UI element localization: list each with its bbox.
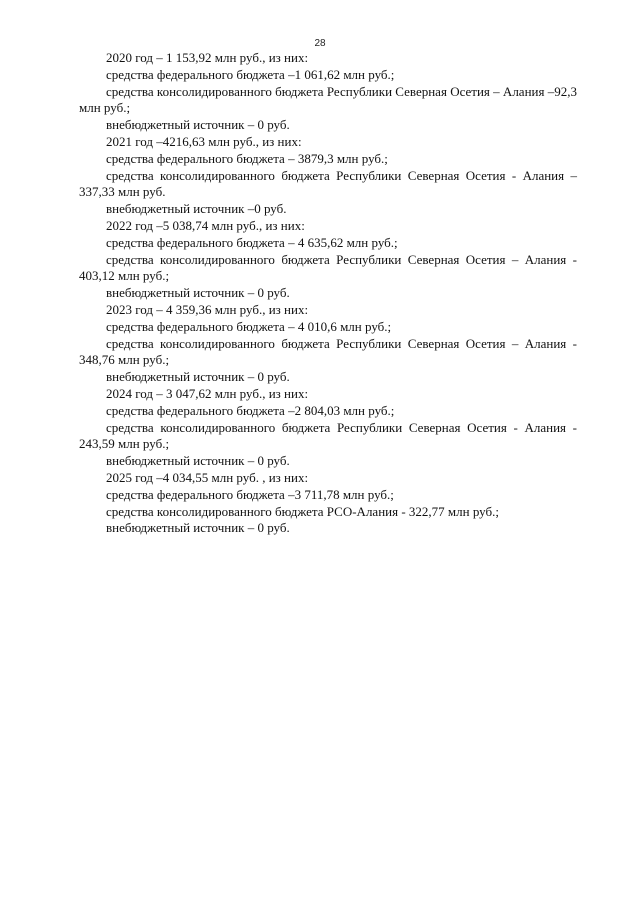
paragraph-2020-total: 2020 год – 1 153,92 млн руб., из них: bbox=[106, 50, 309, 65]
paragraph-2025-federal: средства федерального бюджета –3 711,78 млн руб.; bbox=[106, 486, 394, 502]
paragraph-2023-offbudget: внебюджетный источник – 0 руб. bbox=[106, 369, 290, 385]
paragraph-2024-consolidated: средства консолидированного бюджета Республики Северная Осетия - Алания - 243,59 млн руб.; bbox=[79, 419, 577, 452]
paragraph-2021-offbudget: внебюджетный источник –0 руб. bbox=[106, 201, 287, 217]
paragraph-2025-consolidated: средства консолидированного бюджета РСО-Алания - 322,77 млн руб.; bbox=[106, 503, 499, 519]
paragraph-2022-federal: средства федерального бюджета – 4 635,62 млн руб.; bbox=[106, 234, 398, 250]
paragraph-2023-consolidated: средства консолидированного бюджета Республики Северная Осетия – Алания - 348,76 млн руб.; bbox=[79, 335, 577, 368]
paragraph-2024-offbudget: внебюджетный источник – 0 руб. bbox=[106, 453, 290, 469]
paragraph-2024-total: 2024 год – 3 047,62 млн руб., из них: bbox=[106, 385, 309, 401]
paragraph-2025-total: 2025 год –4 034,55 млн руб. , из них: bbox=[106, 469, 309, 485]
paragraph-2023-total: 2023 год – 4 359,36 млн руб., из них: bbox=[106, 301, 309, 317]
paragraph-2021-consolidated: средства консолидированного бюджета Республики Северная Осетия - Алания – 337,33 млн руб. bbox=[79, 167, 577, 200]
paragraph-2020-offbudget: внебюджетный источник – 0 руб. bbox=[106, 117, 290, 133]
document-body bbox=[79, 50, 577, 537]
paragraph-2025-offbudget: внебюджетный источник – 0 руб. bbox=[106, 520, 290, 536]
paragraph-2020-consolidated: средства консолидированного бюджета Республики Северная Осетия – Алания –92,3 млн руб.; bbox=[79, 83, 577, 116]
page-number: 28 bbox=[314, 38, 326, 49]
paragraph-2023-federal: средства федерального бюджета – 4 010,6 млн руб.; bbox=[106, 318, 392, 334]
paragraph-2022-consolidated: средства консолидированного бюджета Республики Северная Осетия – Алания - 403,12 млн руб.; bbox=[79, 251, 577, 284]
paragraph-2024-federal: средства федерального бюджета –2 804,03 млн руб.; bbox=[106, 402, 395, 418]
paragraph-2022-offbudget: внебюджетный источник – 0 руб. bbox=[106, 285, 290, 301]
paragraph-2021-total: 2021 год –4216,63 млн руб., из них: bbox=[106, 133, 302, 149]
paragraph-2021-federal: средства федерального бюджета – 3879,3 млн руб.; bbox=[106, 150, 388, 166]
paragraph-2022-total: 2022 год –5 038,74 млн руб., из них: bbox=[106, 217, 305, 233]
paragraph-2020-federal: средства федерального бюджета –1 061,62 млн руб.; bbox=[106, 66, 395, 82]
